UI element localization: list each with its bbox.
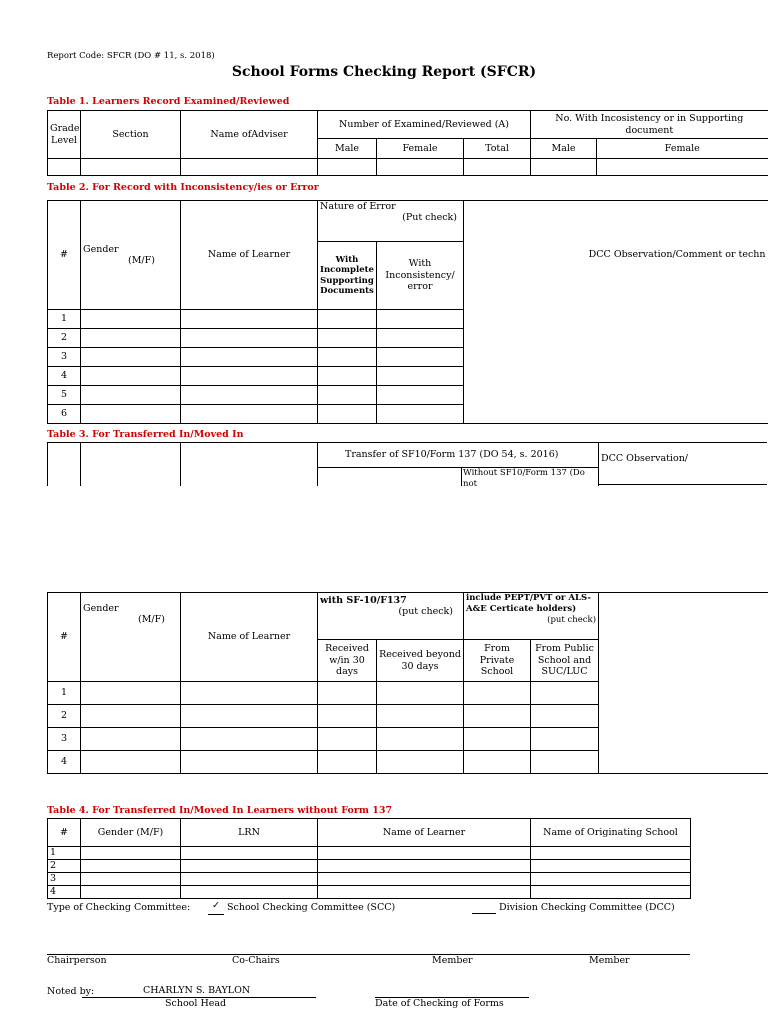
- date-label: Date of Checking of Forms: [375, 998, 504, 1009]
- without-sf10-header: Without SF10/Form 137 (Do not: [463, 468, 585, 490]
- gender-header: [81, 201, 181, 310]
- learner-cell[interactable]: [318, 886, 531, 899]
- gender-cell[interactable]: [81, 405, 181, 424]
- inconsistency-cell[interactable]: [377, 386, 464, 405]
- table3-dcc-cell[interactable]: [599, 593, 768, 682]
- gender-cell[interactable]: [81, 329, 181, 348]
- table3-num-header: #: [48, 593, 81, 682]
- noted-by-label: Noted by:: [47, 986, 95, 997]
- gender-cell[interactable]: [81, 860, 181, 873]
- gender-cell[interactable]: [81, 367, 181, 386]
- learner-cell[interactable]: [181, 682, 318, 705]
- without-sf10-cont: [464, 593, 599, 640]
- learner-cell[interactable]: [181, 329, 318, 348]
- lrn-header: LRN: [181, 819, 318, 847]
- table3-learner-header: Name of Learner: [181, 593, 318, 682]
- row-number: 6: [48, 405, 81, 424]
- dcc-option: Division Checking Committee (DCC): [499, 902, 675, 913]
- with-sf10-label: with SF-10/F137: [320, 595, 407, 606]
- report-code: Report Code: SFCR (DO # 11, s. 2018): [47, 51, 215, 61]
- table1: [47, 110, 768, 176]
- head-title: School Head: [165, 998, 227, 1009]
- received-beyond-cell[interactable]: [377, 705, 464, 728]
- from-private-header: From Private School: [464, 640, 531, 682]
- inconsistency-cell[interactable]: [377, 329, 464, 348]
- row-number: 1: [48, 310, 81, 329]
- gender-cell[interactable]: [81, 873, 181, 886]
- nature-put-check: (Put check): [402, 212, 458, 224]
- table2-caption: Table 2. For Record with Inconsistency/ies or Error: [47, 182, 319, 193]
- gender-cell[interactable]: [81, 348, 181, 367]
- learner-cell[interactable]: [318, 847, 531, 860]
- row-number: 3: [48, 873, 81, 886]
- row-number: 4: [48, 886, 81, 899]
- table2: [47, 200, 768, 424]
- lrn-cell[interactable]: [181, 886, 318, 899]
- with-sf10-put-check: (put check): [398, 606, 453, 618]
- table3-dcc-cell[interactable]: [599, 705, 768, 728]
- lrn-cell[interactable]: [181, 873, 318, 886]
- received-beyond-cell[interactable]: [377, 751, 464, 774]
- female-header-2: Female: [597, 139, 768, 159]
- row-number: 1: [48, 847, 81, 860]
- table4-num-header: #: [48, 819, 81, 847]
- table4-caption: Table 4. For Transferred In/Moved In Learners without Form 137: [47, 805, 393, 816]
- table3-top-fragment: [47, 442, 767, 490]
- female-cell[interactable]: [597, 159, 768, 176]
- gender-mf-label: (M/F): [128, 255, 155, 266]
- incomplete-cell[interactable]: [318, 329, 377, 348]
- learner-cell[interactable]: [318, 860, 531, 873]
- check-icon[interactable]: ✓: [212, 900, 220, 911]
- with-sf10-header: [318, 593, 464, 640]
- origin-cell[interactable]: [531, 873, 691, 886]
- received-within-cell[interactable]: [318, 728, 377, 751]
- chairperson-label: Chairperson: [47, 955, 107, 966]
- gender-cell[interactable]: [81, 886, 181, 899]
- without-sf10-put-check: (put check): [547, 615, 597, 626]
- origin-cell[interactable]: [531, 886, 691, 899]
- row-number: 5: [48, 386, 81, 405]
- member-label-1: Member: [432, 955, 473, 966]
- incomplete-header: With Incomplete Supporting Documents: [318, 242, 377, 310]
- nature-label: Nature of Error: [320, 201, 396, 212]
- member-label-2: Member: [589, 955, 630, 966]
- gender-cell[interactable]: [81, 310, 181, 329]
- row-number: 4: [48, 367, 81, 386]
- learner-cell[interactable]: [181, 367, 318, 386]
- table4-learner-header: Name of Learner: [318, 819, 531, 847]
- inconsistency-group-header: No. With Incosistency or in Supporting document: [531, 111, 768, 139]
- gender-cell[interactable]: [81, 386, 181, 405]
- learner-cell[interactable]: [181, 310, 318, 329]
- dcc-header: DCC Observation/Comment or techn: [464, 201, 768, 424]
- row-number: 4: [48, 751, 81, 774]
- nature-header: [318, 201, 464, 242]
- male-cell[interactable]: [531, 159, 597, 176]
- received-beyond-header: Received beyond 30 days: [377, 640, 464, 682]
- table-row: [48, 159, 768, 176]
- table3-gender-header: [81, 593, 181, 682]
- adviser-header: Name ofAdviser: [181, 111, 318, 159]
- from-public-cell[interactable]: [531, 728, 599, 751]
- transfer-group-header: Transfer of SF10/Form 137 (DO 54, s. 2016): [345, 449, 559, 460]
- inconsistency-cell[interactable]: [377, 367, 464, 386]
- grade-level-header: Grade Level: [48, 111, 81, 159]
- female-header: Female: [377, 139, 464, 159]
- incomplete-cell[interactable]: [318, 348, 377, 367]
- received-within-cell[interactable]: [318, 751, 377, 774]
- lrn-cell[interactable]: [181, 860, 318, 873]
- examined-group-header: Number of Examined/Reviewed (A): [318, 111, 531, 139]
- inconsistency-cell[interactable]: [377, 348, 464, 367]
- table3-dcc-cell[interactable]: [599, 751, 768, 774]
- scc-option: School Checking Committee (SCC): [227, 902, 396, 913]
- received-beyond-cell[interactable]: [377, 682, 464, 705]
- from-private-cell[interactable]: [464, 705, 531, 728]
- gender-cell[interactable]: [81, 705, 181, 728]
- learner-cell[interactable]: [181, 405, 318, 424]
- received-beyond-cell[interactable]: [377, 728, 464, 751]
- inconsistency-cell[interactable]: [377, 405, 464, 424]
- gender-cell[interactable]: [81, 847, 181, 860]
- learner-cell[interactable]: [181, 386, 318, 405]
- from-public-cell[interactable]: [531, 682, 599, 705]
- learner-cell[interactable]: [318, 873, 531, 886]
- co-chairs-label: Co-Chairs: [232, 955, 280, 966]
- row-number: 3: [48, 348, 81, 367]
- learner-header: Name of Learner: [181, 201, 318, 310]
- from-public-cell[interactable]: [531, 705, 599, 728]
- male-header: Male: [318, 139, 377, 159]
- table3-gender-label: Gender: [83, 603, 119, 614]
- table4: [47, 818, 691, 899]
- learner-cell[interactable]: [181, 728, 318, 751]
- row-number: 2: [48, 860, 81, 873]
- row-number: 1: [48, 682, 81, 705]
- section-header: Section: [81, 111, 181, 159]
- adviser-cell[interactable]: [181, 159, 318, 176]
- incomplete-cell[interactable]: [318, 386, 377, 405]
- row-number: 3: [48, 728, 81, 751]
- incomplete-cell[interactable]: [318, 310, 377, 329]
- from-private-cell[interactable]: [464, 751, 531, 774]
- male-header-2: Male: [531, 139, 597, 159]
- table3-dcc-cell[interactable]: [599, 682, 768, 705]
- grade-level-cell[interactable]: [48, 159, 81, 176]
- male-cell[interactable]: [318, 159, 377, 176]
- row-number: 2: [48, 705, 81, 728]
- origin-header: Name of Originating School: [531, 819, 691, 847]
- dcc-blank[interactable]: [472, 913, 496, 914]
- table1-caption: Table 1. Learners Record Examined/Reviewed: [47, 96, 290, 107]
- lrn-cell[interactable]: [181, 847, 318, 860]
- received-within-cell[interactable]: [318, 705, 377, 728]
- gender-label: Gender: [83, 243, 119, 255]
- incomplete-cell[interactable]: [318, 367, 377, 386]
- gender-cell[interactable]: [81, 751, 181, 774]
- table3: [47, 592, 768, 774]
- total-header: Total: [464, 139, 531, 159]
- committee-label: Type of Checking Committee:: [47, 902, 191, 913]
- noted-by: [47, 986, 95, 998]
- head-name: CHARLYN S. BAYLON: [143, 985, 251, 996]
- gender-cell[interactable]: [81, 728, 181, 751]
- table3-caption: Table 3. For Transferred In/Moved In: [47, 429, 244, 440]
- table4-gender-header: Gender (M/F): [81, 819, 181, 847]
- origin-cell[interactable]: [531, 847, 691, 860]
- table3-gender-mf: (M/F): [138, 614, 165, 626]
- table3-dcc-cell[interactable]: [599, 728, 768, 751]
- page-title: School Forms Checking Report (SFCR): [231, 64, 537, 80]
- without-sf10-cont-text: include PEPT/PVT or ALS-A&E Certicate holders): [466, 593, 591, 615]
- from-public-cell[interactable]: [531, 751, 599, 774]
- received-within-header: Received w/in 30 days: [318, 640, 377, 682]
- learner-cell[interactable]: [181, 705, 318, 728]
- incomplete-cell[interactable]: [318, 405, 377, 424]
- num-header: #: [48, 201, 81, 310]
- origin-cell[interactable]: [531, 860, 691, 873]
- section-cell[interactable]: [81, 159, 181, 176]
- from-private-cell[interactable]: [464, 682, 531, 705]
- from-public-header: From Public School and SUC/LUC: [531, 640, 599, 682]
- table3-dcc-header: DCC Observation/: [601, 453, 689, 464]
- gender-cell[interactable]: [81, 682, 181, 705]
- received-within-cell[interactable]: [318, 682, 377, 705]
- from-private-cell[interactable]: [464, 728, 531, 751]
- inconsistency-cell[interactable]: [377, 310, 464, 329]
- female-cell[interactable]: [377, 159, 464, 176]
- total-cell[interactable]: [464, 159, 531, 176]
- learner-cell[interactable]: [181, 348, 318, 367]
- inconsistency-header: With Inconsistency/ error: [377, 242, 464, 310]
- row-number: 2: [48, 329, 81, 348]
- learner-cell[interactable]: [181, 751, 318, 774]
